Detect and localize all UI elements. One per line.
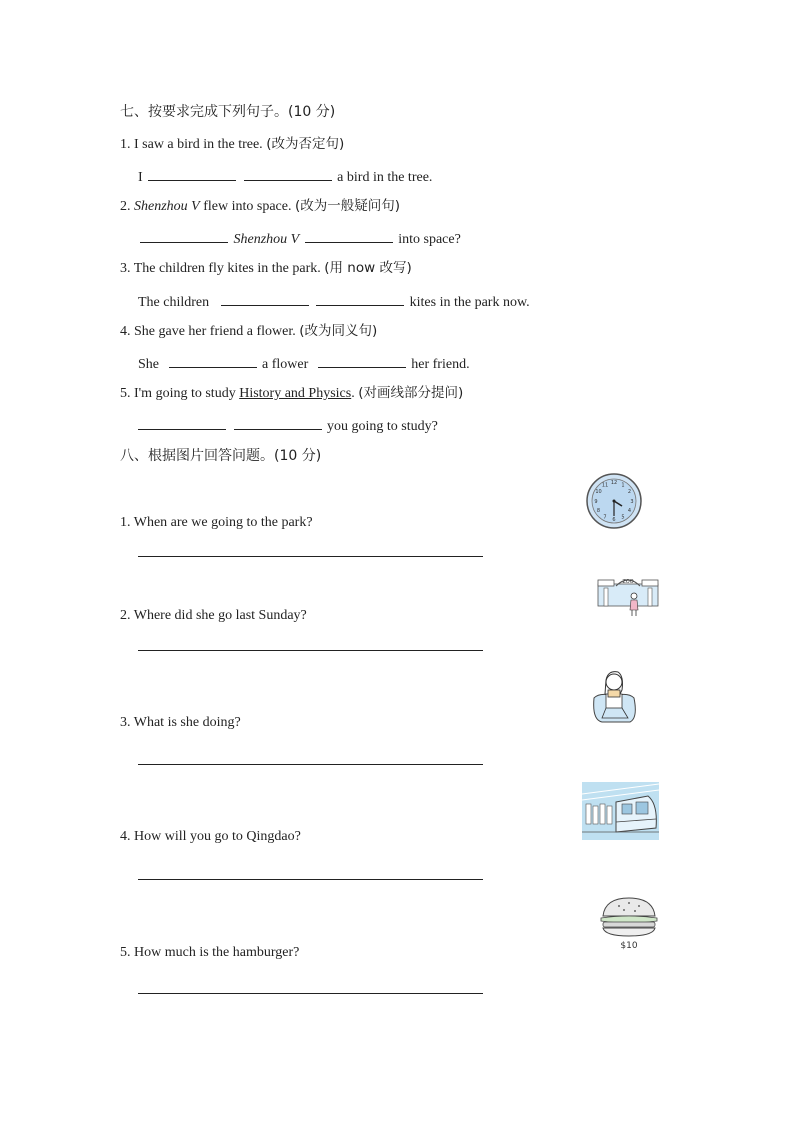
answer-suffix: kites in the park now. xyxy=(409,295,530,310)
q-instruction: (改为一般疑问句) xyxy=(294,198,401,214)
section8-title: 八、根据图片回答问题。(10 分) xyxy=(120,448,322,464)
question-7-4 xyxy=(120,322,377,341)
train-icon xyxy=(582,782,659,840)
hamburger-icon xyxy=(599,894,661,952)
q-text: I'm going to study xyxy=(134,386,236,401)
section7-title: 七、按要求完成下列句子。(10 分) xyxy=(120,104,336,120)
q-text: I saw a bird in the tree. xyxy=(134,137,263,152)
answer-prefix: I xyxy=(138,170,143,185)
svg-text:8: 8 xyxy=(596,508,601,514)
question-7-5 xyxy=(120,384,463,403)
question-7-1 xyxy=(120,135,344,154)
answer-suffix: her friend. xyxy=(411,357,470,372)
question-8-1: 1. When are we going to the park? xyxy=(120,515,313,530)
svg-text:ZOO: ZOO xyxy=(622,579,634,585)
q-subject: Shenzhou V xyxy=(134,199,200,214)
question-7-2 xyxy=(120,197,400,216)
answer-line[interactable] xyxy=(138,993,483,994)
svg-text:6: 6 xyxy=(612,517,616,523)
answer-7-4 xyxy=(138,353,470,374)
svg-text:11: 11 xyxy=(601,482,609,489)
blank[interactable] xyxy=(318,353,406,368)
blank[interactable] xyxy=(140,228,228,243)
svg-text:5: 5 xyxy=(621,514,625,521)
answer-line[interactable] xyxy=(138,650,483,651)
q-instruction: (用 now 改写) xyxy=(324,260,412,276)
answer-prefix: She xyxy=(138,357,159,372)
blank[interactable] xyxy=(221,291,309,306)
answer-prefix: The children xyxy=(138,295,210,310)
girl-reading-icon xyxy=(588,668,640,726)
svg-text:3: 3 xyxy=(630,499,634,505)
q-text: She gave her friend a flower. xyxy=(134,324,296,339)
answer-7-5 xyxy=(136,415,438,436)
svg-text:4: 4 xyxy=(627,508,632,514)
clock-icon xyxy=(585,470,645,530)
q-number: 4. xyxy=(120,324,131,339)
answer-line[interactable] xyxy=(138,764,483,765)
q-number: 1. xyxy=(120,137,131,152)
blank[interactable] xyxy=(148,166,236,181)
answer-suffix: into space? xyxy=(398,232,461,247)
svg-text:7: 7 xyxy=(603,514,607,521)
question-8-2: 2. Where did she go last Sunday? xyxy=(120,608,307,623)
answer-7-1 xyxy=(138,166,432,187)
q-instruction: (改为否定句) xyxy=(266,136,345,152)
blank[interactable] xyxy=(169,353,257,368)
svg-text:9: 9 xyxy=(594,499,598,505)
q-number: 2. xyxy=(120,199,131,214)
svg-text:10: 10 xyxy=(595,489,602,495)
q-text: The children fly kites in the park. xyxy=(133,261,321,276)
question-8-3: 3. What is she doing? xyxy=(120,715,241,730)
question-8-5: 5. How much is the hamburger? xyxy=(120,945,300,960)
answer-suffix: a bird in the tree. xyxy=(337,170,433,185)
answer-line[interactable] xyxy=(138,879,483,880)
blank[interactable] xyxy=(138,415,226,430)
svg-text:2: 2 xyxy=(627,489,632,495)
blank[interactable] xyxy=(305,228,393,243)
q-number: 5. xyxy=(120,386,131,401)
answer-7-3 xyxy=(138,291,530,312)
answer-middle: a flower xyxy=(262,357,309,372)
q-text: flew into space. xyxy=(203,199,292,214)
question-7-3 xyxy=(120,259,412,278)
zoo-gate-icon xyxy=(596,574,660,618)
question-8-4: 4. How will you go to Qingdao? xyxy=(120,829,301,844)
price-label: $10 xyxy=(620,941,638,951)
answer-7-2 xyxy=(138,228,461,249)
q-number: 3. xyxy=(120,261,131,276)
svg-text:12: 12 xyxy=(610,480,618,486)
q-instruction: (改为同义句) xyxy=(299,323,378,339)
q-underlined-text: History and Physics xyxy=(239,386,352,401)
answer-middle: Shenzhou V xyxy=(233,232,300,247)
q-instruction: (对画线部分提问) xyxy=(358,385,464,401)
q-punct: . xyxy=(351,386,355,401)
answer-suffix: you going to study? xyxy=(327,419,438,434)
blank[interactable] xyxy=(316,291,404,306)
blank[interactable] xyxy=(244,166,332,181)
svg-text:1: 1 xyxy=(621,482,625,489)
answer-line[interactable] xyxy=(138,556,483,557)
blank[interactable] xyxy=(234,415,322,430)
